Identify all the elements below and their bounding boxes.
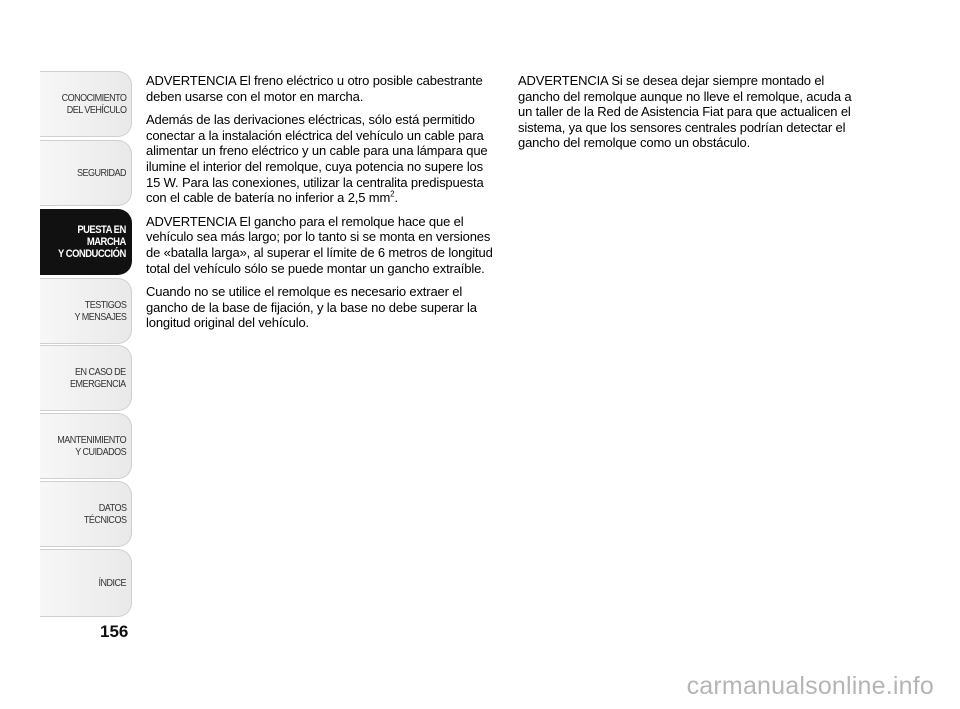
right-column xyxy=(518,73,863,159)
sidebar-tab-label: CONOCIMIENTO DEL VEHÍCULO xyxy=(61,92,126,116)
sidebar-tab-conocimiento[interactable] xyxy=(40,71,132,137)
watermark: carmanualsonline.info xyxy=(686,672,934,700)
sidebar-tab-mantenimiento[interactable] xyxy=(40,413,132,479)
paragraph: ADVERTENCIA El gancho para el remolque hace que el vehículo sea más largo; por lo tanto si se monta en versiones de «batalla larga», al superar el límite de 6 metros de longitud total del vehículo sólo se puede montar un gancho extraíble. xyxy=(146,213,493,276)
sidebar-tab-label: MANTENIMIENTO Y CUIDADOS xyxy=(57,434,126,458)
sidebar-tab-label: SEGURIDAD xyxy=(76,167,126,179)
sidebar-tab-label: PUESTA EN MARCHA Y CONDUCCIÓN xyxy=(58,224,126,260)
sidebar-tab-label: ÍNDICE xyxy=(98,577,126,589)
paragraph: Además de las derivaciones eléctricas, sólo está permitido conectar a la instalación eléctrica del vehículo un cable para alimentar un freno eléctrico y un cable para una lámpara que ilumine el interior del remolque, cuya potencia no supere los 15 W. Para las conexiones, utilizar la centralita predispuesta con el cable de batería no inferior a 2,5 $mm^2$. xyxy=(146,112,488,206)
sidebar-tab-datos-tecnicos[interactable] xyxy=(40,481,132,547)
page-number: 156 xyxy=(100,622,129,641)
paragraph: ADVERTENCIA Si se desea dejar siempre montado el gancho del remolque aunque no lleve el remolque, acuda a un taller de la Red de Asistencia Fiat para que actualicen el sistema, ya que los sensores centrales podrían detectar el gancho del remolque como un obstáculo. xyxy=(518,73,852,151)
sidebar-tab-puesta-en-marcha[interactable] xyxy=(40,209,132,275)
sidebar-tab-emergencia[interactable] xyxy=(40,345,132,411)
sidebar-tab-label: TESTIGOS Y MENSAJES xyxy=(74,299,126,323)
paragraph: ADVERTENCIA El freno eléctrico u otro posible cabestrante deben usarse con el motor en marcha. xyxy=(146,73,483,104)
sidebar-tab-label: DATOS TÉCNICOS xyxy=(83,502,126,526)
sidebar-tab-testigos[interactable] xyxy=(40,278,132,344)
sidebar-tab-label: EN CASO DE EMERGENCIA xyxy=(70,366,126,390)
sidebar-tab-indice[interactable] xyxy=(40,549,132,617)
paragraph: Cuando no se utilice el remolque es necesario extraer el gancho de la base de fijación, y la base no debe superar la longitud original del vehículo. xyxy=(146,284,477,331)
left-column xyxy=(146,73,498,339)
sidebar-tab-seguridad[interactable] xyxy=(40,140,132,206)
